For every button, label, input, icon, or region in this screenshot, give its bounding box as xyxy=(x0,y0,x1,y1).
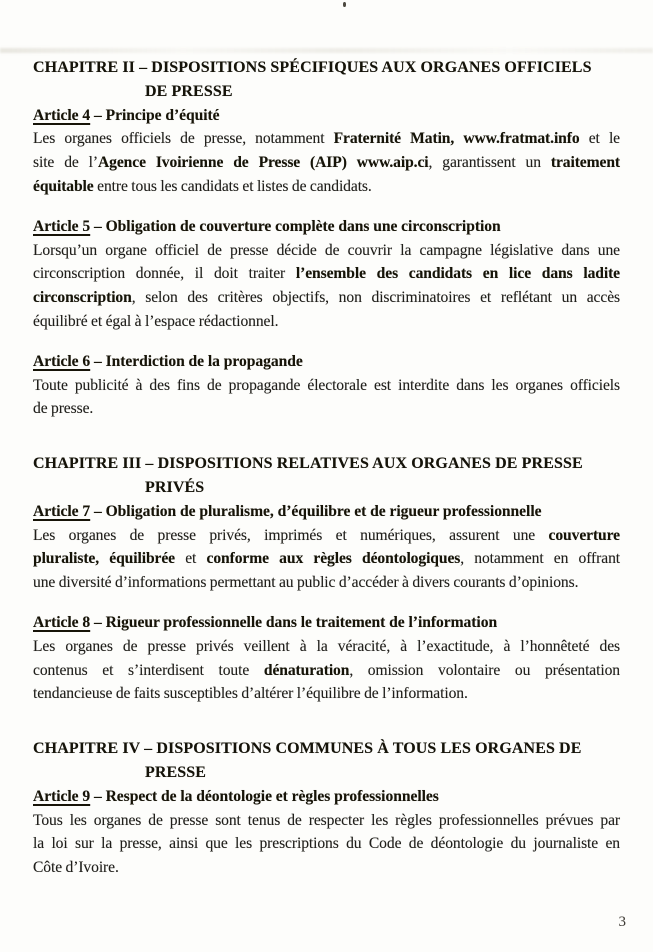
article-label: Article 8 xyxy=(33,613,91,631)
article-title: Obligation de couverture complète dans une circonscription xyxy=(105,217,501,235)
text-run: entre tous les candidats et listes de candidats. xyxy=(93,177,372,195)
text-run: Toute publicité à des fins de propagande électorale est interdite dans les organes officiels xyxy=(33,376,620,394)
article-label: Article 4 xyxy=(33,106,91,124)
text-run: Fraternité Matin, www.fratmat.info xyxy=(333,130,580,148)
text-run: Les organes de presse privés veillent à la véracité, à l’exactitude, à l’honnêteté des xyxy=(33,637,620,655)
text-run: Tous les organes de presse sont tenus de respecter les règles professionnelles prévues par xyxy=(33,811,620,829)
article-separator: – xyxy=(90,217,106,235)
article-separator: – xyxy=(90,613,106,631)
article-title: Respect de la déontologie et règles professionnelles xyxy=(105,787,439,805)
text-run: l’ensemble des candidats en lice dans ladite xyxy=(295,265,620,283)
chapter-heading-line: CHAPITRE III – DISPOSITIONS RELATIVES AUX ORGANES DE PRESSE xyxy=(33,455,583,473)
text-line xyxy=(33,239,620,263)
text-line xyxy=(33,310,620,334)
text-run: site de l’ xyxy=(33,154,98,172)
text-run: , selon des critères objectifs, non discriminatoires et reflétant un accès xyxy=(131,289,620,307)
text-run: et le xyxy=(579,130,620,148)
article-title: Obligation de pluralisme, d’équilibre et de rigueur professionnelle xyxy=(105,502,542,520)
article-paragraph xyxy=(33,239,620,334)
page-number: 3 xyxy=(618,914,626,930)
text-line xyxy=(33,397,620,421)
scan-speck-artifact xyxy=(343,2,346,7)
text-line xyxy=(33,571,620,595)
article-paragraph xyxy=(33,374,620,422)
text-run: dénaturation xyxy=(263,661,350,679)
text-line xyxy=(33,809,620,833)
text-run: la loi sur la presse, ainsi que les prescriptions du Code de déontologie du journaliste en xyxy=(33,835,620,853)
text-line xyxy=(33,286,620,310)
text-line xyxy=(33,127,620,151)
text-run: de presse. xyxy=(33,400,94,418)
article-heading xyxy=(33,785,620,809)
article-paragraph xyxy=(33,524,620,595)
text-run: , notamment en offrant xyxy=(460,550,620,568)
text-run: circonscription donnée, il doit traiter xyxy=(33,265,296,283)
chapter-heading xyxy=(33,737,620,785)
scan-streak-artifact xyxy=(0,48,653,53)
document-content xyxy=(33,56,620,880)
text-run: Les organes officiels de presse, notamment xyxy=(33,130,334,148)
text-run: couverture xyxy=(548,526,620,544)
article-separator: – xyxy=(90,352,106,370)
text-run: , omission volontaire ou présentation xyxy=(349,661,620,679)
text-run: équitable xyxy=(33,177,94,195)
chapter-heading-line: PRESSE xyxy=(145,763,207,781)
text-run: conforme aux règles déontologiques xyxy=(206,550,461,568)
text-run: équilibré et égal à l’espace rédactionnel. xyxy=(33,312,279,330)
article-label: Article 7 xyxy=(33,502,91,520)
chapter-heading-line: PRIVÉS xyxy=(145,478,205,496)
article-separator: – xyxy=(90,106,106,124)
article-label: Article 6 xyxy=(33,352,91,370)
text-run: Côte d’Ivoire. xyxy=(33,859,119,877)
text-run: , garantissent un xyxy=(428,154,551,172)
article-paragraph xyxy=(33,635,620,706)
text-run: Les organes de presse privés, imprimés et numériques, assurent une xyxy=(33,526,549,544)
text-run: une diversité d’informations permettant au public d’accéder à divers courants d’opinions. xyxy=(33,574,579,592)
text-line xyxy=(33,524,620,548)
text-line xyxy=(33,682,620,706)
article-title: Principe d’équité xyxy=(105,106,220,124)
article-heading xyxy=(33,350,620,374)
article-title: Rigueur professionnelle dans le traitement de l’information xyxy=(105,613,498,631)
text-run: Agence Ivoirienne de Presse (AIP) www.aip.ci xyxy=(98,154,429,172)
text-line xyxy=(33,262,620,286)
chapter-heading xyxy=(33,56,620,104)
text-line xyxy=(33,856,620,880)
article-heading xyxy=(33,104,620,128)
article-heading xyxy=(33,611,620,635)
text-run: pluraliste, équilibrée xyxy=(33,550,175,568)
article-separator: – xyxy=(90,502,106,520)
chapter-heading-line: CHAPITRE II – DISPOSITIONS SPÉCIFIQUES AUX ORGANES OFFICIELS xyxy=(33,59,592,76)
text-line xyxy=(33,175,620,199)
text-run: Lorsqu’un organe officiel de presse décide de couvrir la campagne législative dans une xyxy=(33,241,620,259)
article-label: Article 5 xyxy=(33,217,91,235)
text-line xyxy=(33,832,620,856)
text-run: circonscription xyxy=(33,289,132,307)
article-separator: – xyxy=(90,787,106,805)
article-heading xyxy=(33,215,620,239)
text-run: traitement xyxy=(550,154,620,172)
text-line xyxy=(33,547,620,571)
text-line xyxy=(33,659,620,683)
text-run: contenus et s’interdisent toute xyxy=(33,661,264,679)
text-run: et xyxy=(174,550,207,568)
article-paragraph xyxy=(33,809,620,880)
article-title: Interdiction de la propagande xyxy=(105,352,303,370)
text-run: tendancieuse de faits susceptibles d’altérer l’équilibre de l’information. xyxy=(33,685,468,703)
article-label: Article 9 xyxy=(33,787,91,805)
text-line xyxy=(33,151,620,175)
chapter-heading-line: DE PRESSE xyxy=(145,82,233,100)
article-paragraph xyxy=(33,127,620,198)
article-heading xyxy=(33,500,620,524)
text-line xyxy=(33,374,620,398)
chapter-heading-line: CHAPITRE IV – DISPOSITIONS COMMUNES À TOUS LES ORGANES DE xyxy=(33,740,582,758)
chapter-heading xyxy=(33,452,620,500)
text-line xyxy=(33,635,620,659)
